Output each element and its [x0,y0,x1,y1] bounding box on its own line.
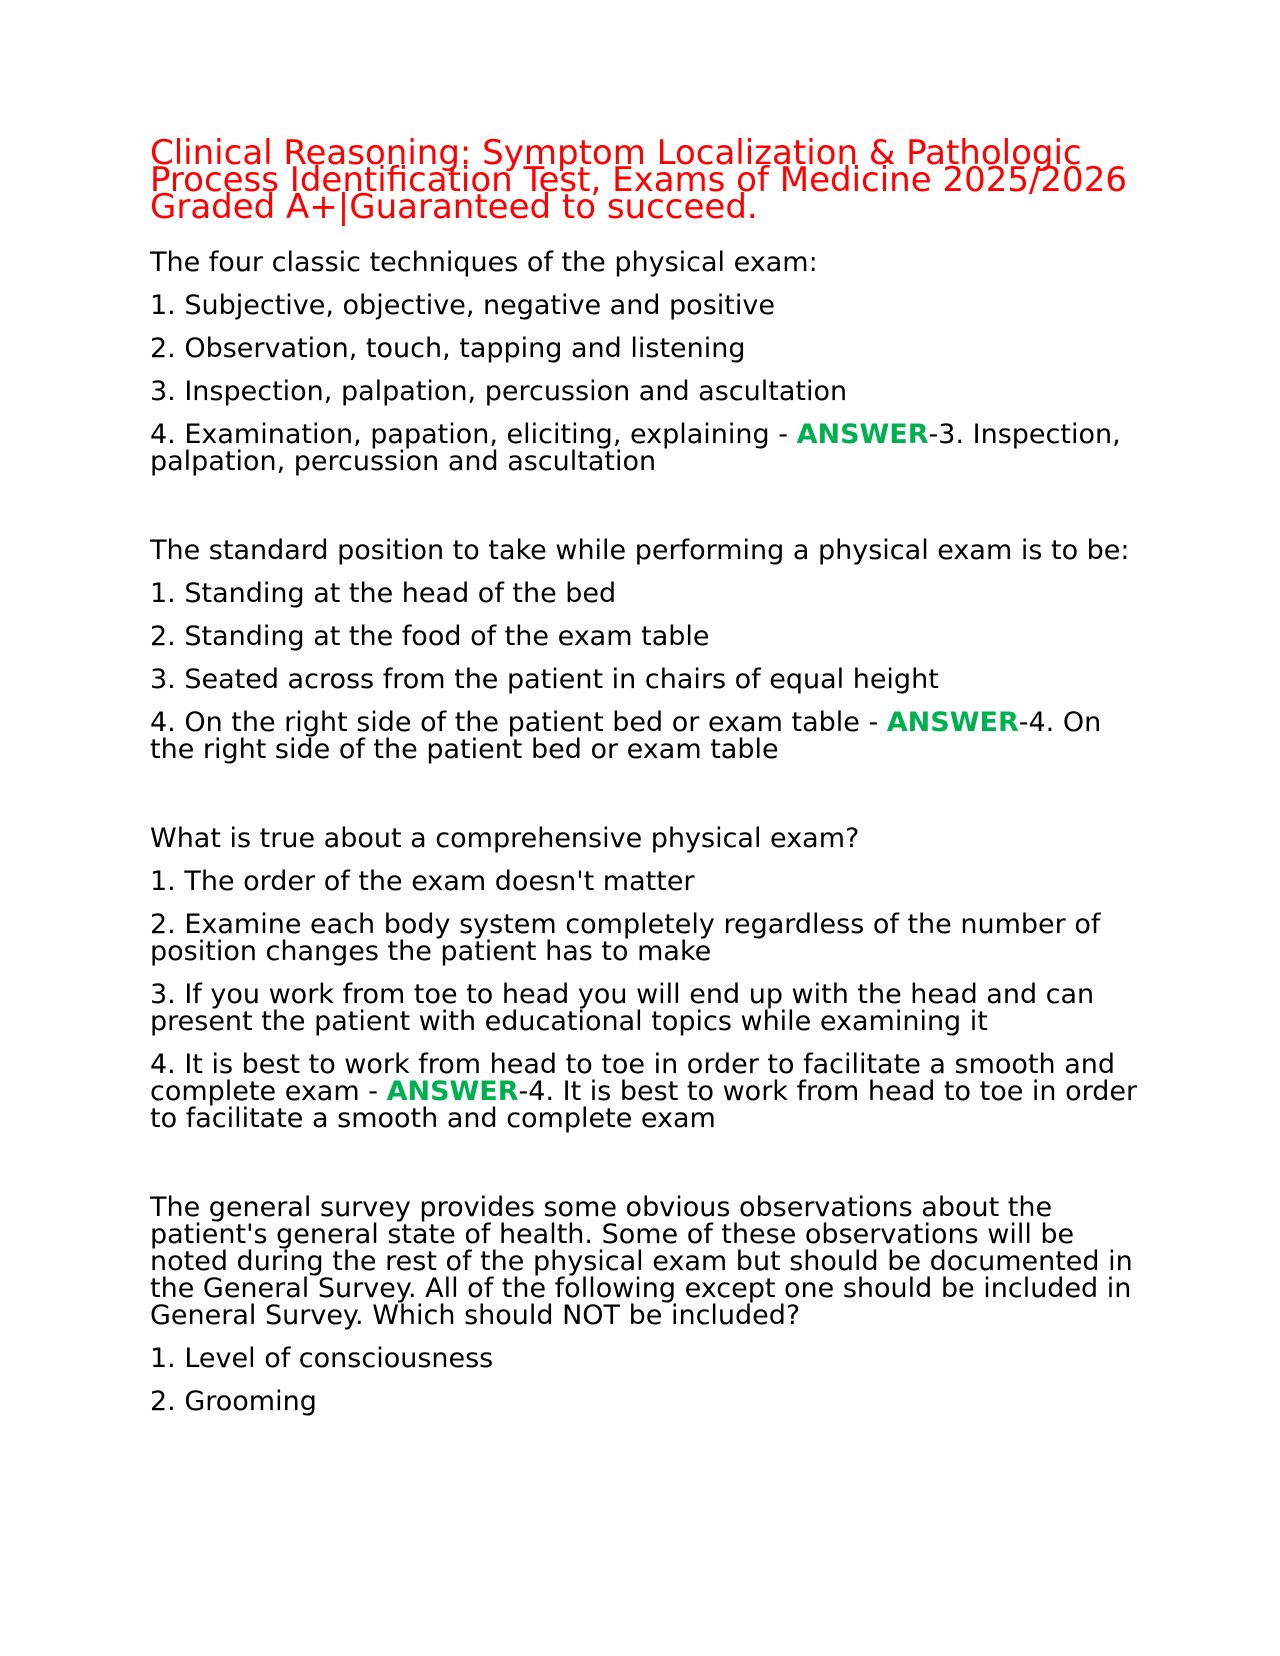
correct-answer-text: -4. On the right side of the patient bed or exam table [150,707,1102,765]
question-block [150,249,1140,475]
answer-option-with-answer [150,709,1140,763]
question-block [150,1194,1140,1415]
answer-keyword: ANSWER [886,707,1019,738]
question-prompt: The four classic techniques of the physical exam: [150,247,818,278]
correct-answer-text: -3. Inspection, palpation, percussion and ascultation [150,419,1121,477]
last-option-text: 4. It is best to work from head to toe in order to facilitate a smooth and complete exam - [150,1049,1115,1107]
last-option-text: 4. On the right side of the patient bed or exam table - [150,707,887,738]
document-page [150,133,1140,1477]
question-prompt: The general survey provides some obvious observations about the patient's general state of health. Some of these observations will be noted during the rest of the physical exam but should be documented in the General Survey. All of the following except one should be included in General Survey. Which should NOT be included? [150,1192,1133,1331]
question-prompt: What is true about a comprehensive physical exam? [150,823,860,854]
answer-option: 2. Grooming [150,1386,317,1417]
answer-keyword: ANSWER [386,1076,519,1107]
answer-option: 1. The order of the exam doesn't matter [150,866,695,897]
answer-option: 1. Level of consciousness [150,1343,494,1374]
question-block [150,537,1140,763]
document-title: Clinical Reasoning: Symptom Localization & Pathologic Process Identification Test, Exams of Medicine 2025/2026 Graded A+|Guaranteed to succeed. [150,133,1127,227]
last-option-text: 4. Examination, papation, eliciting, explaining - [150,419,797,450]
answer-option: 3. Inspection, palpation, percussion and ascultation [150,376,848,407]
answer-option: 2. Standing at the food of the exam table [150,621,710,652]
answer-option: 3. Seated across from the patient in chairs of equal height [150,664,939,695]
answer-keyword: ANSWER [796,419,929,450]
answer-option: 1. Subjective, objective, negative and positive [150,290,775,321]
answer-option: 1. Standing at the head of the bed [150,578,617,609]
answer-option: 2. Examine each body system completely regardless of the number of position changes the patient has to make [150,909,1101,967]
answer-option: 2. Observation, touch, tapping and listening [150,333,746,364]
answer-option: 3. If you work from toe to head you will end up with the head and can present the patient with educational topics while examining it [150,979,1095,1037]
question-block [150,825,1140,1132]
correct-answer-text: -4. It is best to work from head to toe in order to facilitate a smooth and complete exam [150,1076,1138,1134]
answer-option-with-answer [150,421,1140,475]
answer-option-with-answer [150,1051,1140,1132]
question-prompt: The standard position to take while performing a physical exam is to be: [150,535,1130,566]
